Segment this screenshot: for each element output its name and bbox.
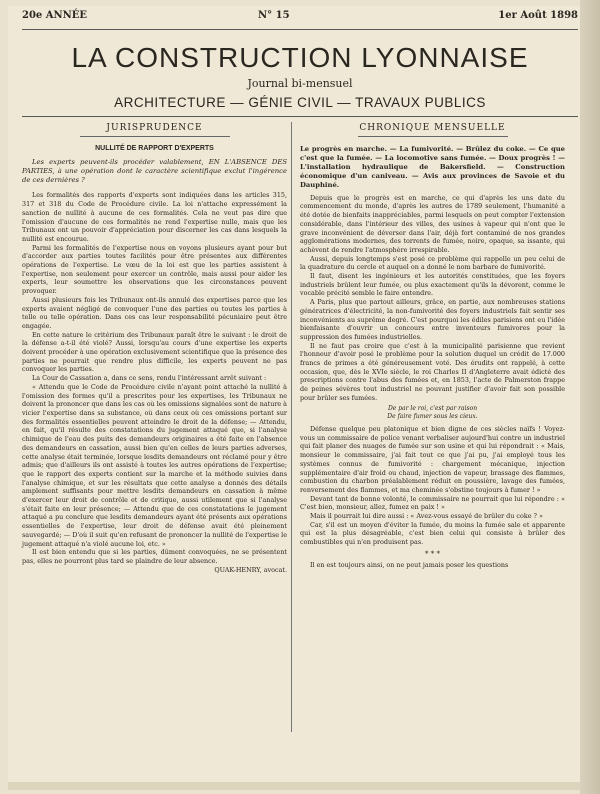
paragraph: Depuis que le progrès est en marche, ce qui d'après les uns date du commencement du monde, d'après les autres de 1789 seulement, l'humanité a été dotée de bienfaits inappréciables, parmi lesquels on peut compter l'extension considérable, dans l'intérieur des villes, des usines à vapeur qui n'ont que le grave inconvénient de déverser dans l'air, déjà fort contaminé de nos grandes agglomérations modernes, des torrents de fumée, noire, opaque, sa issante, qui achèvent de rendre l'atmosphère irrespirable. [300,193,565,254]
poem-line: De par le roi, c'est par raison [387,404,478,412]
heading-rule [80,136,230,137]
chronicle-summary: Le progrès en marche. — La fumivorité. — Brûlez du coke. — Ce que c'est que la fumée. — La locomotive sans fumée. — Doux progrès ! — L'installation hydraulique de Bakersfield. — Construction économique d'un caniveau. — Avis aux provinces de Savoie et du Dauphiné. [300,144,565,189]
poem-line: De faire fumer sous les cieux. [387,413,478,421]
paragraph: « Attendu que le Code de Procédure civile n'ayant point attaché la nullité à l'omission des formes qu'il a prescrites pour les expertises, les Tribunaux ne doivent la prononcer que dans les cas où les omissions signalées sont de nature à vicier l'expertise dans sa substance, où dans ceux où ces omissions portant sur des formalités essentielles peuvent atteindre le droit de la défense; — Attendu, en fait, qu'il résulte des constatations du jugement attaqué que, si l'analyse chimique de l'eau des puits des demandeurs originaires a été faite en l'absence des demandeurs en cassation, aussi bien qu'en celles de leurs parties adverses, cette analyse était terminée, lorsque lesdits demandeurs ont réclamé pour y être admis; que d'ailleurs ils ont assisté à toutes les autres opérations de l'expertise; que le rapport des experts contient sur la marche et la méthode suivies dans l'analyse chimique, et sur les résultats que cette analyse a donnés des détails amplement suffisants pour mettre lesdits demandeurs en cassation à même d'exercer leur droit de contrôle et de critique, aussi utilement que si l'analyse s'était faite en leur présence; — Attendu que de ces constatations le jugement attaqué a pu conclure que lesdits demandeurs ayant été présents aux opérations essentielles de l'expertise, leur droit de défense avait été pleinement sauvegardé; — D'où il suit qu'en refusant de prononcer la nullité de l'expertise le jugement attaqué n'a violé aucune loi, etc. » [22,382,287,548]
paragraph: En cette nature le critérium des Tribunaux paraît être le suivant : le droit de la défense a-t-il été violé? Aussi, lorsqu'au cours d'une expertise les experts doivent procéder à une opération exclusivement scientifique que la présence des parties ne pourrait que rendre plus difficile, les experts peuvent ne pas convoquer les parties. [22,330,287,374]
paragraph: Il est bien entendu que si les parties, dûment convoquées, ne se présentent pas, elles ne pourront plus tard se plaindre de leur absence. [22,548,287,565]
heading-rule [358,136,508,137]
paragraph: Il ne faut pas croire que c'est à la municipalité parisienne que revient l'honneur d'avoir posé le problème pour la solution duquel un crédit de 17.000 francs de primes a été généreusement voté. Des érudits ont rappelé, à cette occasion, que, dès le XVIe siècle, le roi Charles II d'Angleterre avait édicté des prescriptions contre l'abus des fumées et, en 1853, l'acte de Palmerston frappe de peines sévères tout industriel ne pouvant justifier d'avoir fait son possible pour brûler ses fumées. [300,341,565,402]
column-divider [291,122,292,732]
page-header [22,10,578,26]
left-column [22,124,287,574]
masthead-sections: ARCHITECTURE — GÉNIE CIVIL — TRAVAUX PUBLICS [114,95,486,110]
paragraph: Aussi, depuis longtemps s'est posé ce problème qui rappelle un peu celui de la quadrature du cercle et auquel on a donné le nom barbare de fumivorité. [300,254,565,272]
article-lead: Les experts peuvent-ils procéder valablement, EN L'ABSENCE DES PARTIES, à une opération dont le caractère scientifique exclut l'ingérence de ces dernières ? [22,158,287,185]
issue-date: 1er Août 1898 [498,10,578,21]
section-separator: * * * [425,549,440,558]
masthead-rule [22,116,578,117]
page-bottom-edge [8,782,580,790]
paragraph: Car, s'il est un moyen d'éviter la fumée, du moins la fumée sale et apparente qui est la plus désagréable, c'est bien celui qui consiste à brûler des combustibles qui n'en produisent pas. [300,520,565,547]
paragraph: Parmi les formalités de l'expertise nous en voyons plusieurs ayant pour but d'accorder aux parties toutes facilités pour être présentes aux différentes opérations de l'expertise. Le vœu de la loi est que les parties assistent à l'expertise, non seulement pour exercer un contrôle, mais aussi pour aider les experts, leur soumettre les observations que les circonstances peuvent provoquer. [22,243,287,296]
paragraph: Il en est toujours ainsi, on ne peut jamais poser les questions [310,560,509,569]
header-rule [22,29,578,30]
paragraph: Mais il pourrait lui dire aussi : « Avez-vous essayé de brûler du coke ? » [310,512,543,521]
paragraph: Aussi plusieurs fois les Tribunaux ont-ils annulé des expertises parce que les experts avaient négligé de convoquer l'une des parties ou toutes les parties à telle ou telle opération. Dans ces cas leur responsabilité pécuniaire peut être engagée. [22,295,287,330]
right-column [300,124,565,569]
poem-quote [300,405,565,422]
masthead-title: LA CONSTRUCTION LYONNAISE [71,42,529,73]
paragraph: Il faut, disent les ingénieurs et les autorités constituées, que les foyers industriels brûlent leur fumée, ou plus exactement qu'ils la dévorent, comme le vocable précité semble le faire entendre. [300,272,565,298]
article-title: NULLITÉ DE RAPPORT D'EXPERTS [95,144,214,152]
paragraph: A Paris, plus que partout ailleurs, grâce, en partie, aux nombreuses stations génératrices d'électricité, la non-fumivorité des foyers industriels fait sentir ses inconvénients au suprême degré. C'est pourquoi les édiles parisiens ont eu l'idée bienfaisante d'ouvrir un concours entre inventeurs fumivores pour la suppression des fumées industrielles. [300,298,565,341]
paragraph: Défense quelque peu platonique et bien digne de ces siècles naïfs ! Voyez-vous un commissaire de police venant verbaliser aujourd'hui contre un industriel qui fait planer des nuages de fumée sur son usine et qui lui répondrait : « Mais, monsieur le commissaire, j'ai fait tout ce que j'ai pu, j'ai employé tous les systèmes connus de fumivorité : chargement mécanique, injection supplémentaire d'air froid ou chaud, injection de vapeur, brassage des flammes, combustion du charbon préalablement réduit en poussière, lavage des fumées, renversement des flammes, et ma cheminée s'obstine toujours à fumer ! » [300,424,565,494]
book-spine [580,0,600,794]
author-signature: QUAK-HENRY, avocat. [214,565,287,574]
year-label: 20e ANNÉE [22,10,88,21]
paragraph: Les formalités des rapports d'experts sont indiquées dans les articles 315, 317 et 318 du Code de Procédure civile. La loi n'attache expressément la sanction de nullité à aucune de ces formalités. Cela ne veut pas dire que l'omission d'aucune de ces formalités ne rend l'expertise nulle, mais que les Tribunaux ont un pouvoir d'appréciation pour discerner les cas dans lesquels la nullité est encourue. [22,191,287,243]
section-heading: JURISPRUDENCE [106,123,203,133]
section-heading: CHRONIQUE MENSUELLE [359,123,506,133]
issue-number: N° 15 [258,10,290,21]
paragraph: La Cour de Cassation a, dans ce sens, rendu l'intéressant arrêt suivant : [32,374,267,383]
paragraph: Devant tant de bonne volonté, le commissaire ne pourrait que lui répondre : « C'est bien, monsieur, allez, fumez en paix ! » [300,494,565,512]
masthead-subtitle: Journal bi-mensuel [247,77,353,90]
